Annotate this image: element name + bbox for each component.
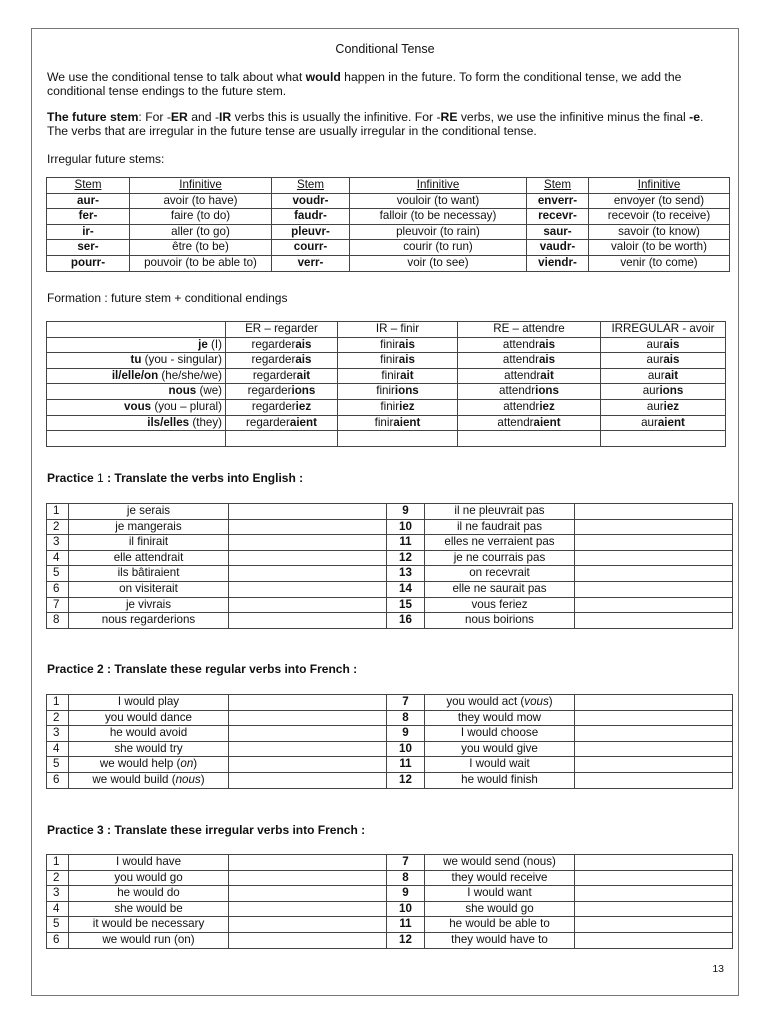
prompt-cell: we would build (nous) (69, 772, 229, 788)
item-number: 12 (387, 932, 425, 948)
prompt-cell: he would avoid (69, 726, 229, 742)
col-header: Stem (527, 178, 589, 194)
prompt-cell: I would choose (425, 726, 575, 742)
prompt-cell: elles ne verraient pas (425, 535, 575, 551)
answer-cell[interactable] (229, 917, 387, 933)
infinitive-cell: pouvoir (to be able to) (130, 255, 272, 271)
infinitive-cell: aller (to go) (130, 224, 272, 240)
pronoun-cell: je (I) (47, 337, 226, 353)
col-header: IR – finir (338, 322, 458, 338)
prompt-cell: she would try (69, 741, 229, 757)
item-number: 2 (47, 870, 69, 886)
table-row: 3 he would avoid 9 I would choose (47, 726, 733, 742)
col-header (47, 322, 226, 338)
answer-cell[interactable] (229, 581, 387, 597)
answer-cell[interactable] (229, 535, 387, 551)
conjugation-cell: finiraient (338, 415, 458, 431)
pronoun-cell: nous (we) (47, 384, 226, 400)
prompt-cell: they would mow (425, 710, 575, 726)
answer-cell[interactable] (575, 550, 733, 566)
table-row: 4 she would try 10 you would give (47, 741, 733, 757)
table-header-row (47, 178, 730, 194)
prompt-cell: they would have to (425, 932, 575, 948)
answer-cell[interactable] (229, 550, 387, 566)
practice1-rows (47, 504, 733, 629)
conjugation-cell: aurais (601, 337, 726, 353)
answer-cell[interactable] (575, 710, 733, 726)
stem-cell: pourr- (47, 255, 130, 271)
col-header: RE – attendre (458, 322, 601, 338)
conjugation-cell: auriez (601, 399, 726, 415)
item-number: 10 (387, 519, 425, 535)
answer-cell[interactable] (575, 613, 733, 629)
stem-cell: recevr- (527, 209, 589, 225)
infinitive-cell: savoir (to know) (589, 224, 730, 240)
answer-cell[interactable] (229, 772, 387, 788)
item-number: 4 (47, 901, 69, 917)
answer-cell[interactable] (575, 519, 733, 535)
table-row (47, 353, 726, 369)
infinitive-cell: avoir (to have) (130, 193, 272, 209)
table-row (47, 384, 726, 400)
col-header: Stem (47, 178, 130, 194)
table-row (47, 581, 733, 597)
answer-cell[interactable] (575, 726, 733, 742)
stem-cell: fer- (47, 209, 130, 225)
conjugation-cell: regarderaient (226, 415, 338, 431)
item-number: 7 (387, 855, 425, 871)
answer-cell[interactable] (229, 566, 387, 582)
answer-cell[interactable] (575, 757, 733, 773)
stem-cell: ser- (47, 240, 130, 256)
conjugation-cell: finirais (338, 337, 458, 353)
pronoun-cell: il/elle/on (he/she/we) (47, 368, 226, 384)
page-title: Conditional Tense (335, 42, 435, 56)
conjugation-cell: regarderions (226, 384, 338, 400)
item-number: 1 (47, 504, 69, 520)
table-row (47, 368, 726, 384)
prompt-cell: we would send (nous) (425, 855, 575, 871)
prompt-cell: you would act (vous) (425, 695, 575, 711)
prompt-cell: I would wait (425, 757, 575, 773)
prompt-cell: I would play (69, 695, 229, 711)
item-number: 8 (47, 613, 69, 629)
conjugation-cell: regarderais (226, 353, 338, 369)
col-header: ER – regarder (226, 322, 338, 338)
col-header: Infinitive (589, 178, 730, 194)
conjugation-cell: finirait (338, 368, 458, 384)
prompt-cell: she would be (69, 901, 229, 917)
item-number: 3 (47, 535, 69, 551)
item-number: 6 (47, 932, 69, 948)
conjugation-cell: aurions (601, 384, 726, 400)
table-row (47, 519, 733, 535)
answer-cell[interactable] (575, 855, 733, 871)
table-row (47, 399, 726, 415)
conjugation-cell: attendrait (458, 368, 601, 384)
conjugation-cell: aurait (601, 368, 726, 384)
intro-paragraph: We use the conditional tense to talk about what would happen in the future. To form the conditional tense, we add the conditional tense endings to the future stem. (47, 70, 682, 98)
answer-cell[interactable] (229, 886, 387, 902)
answer-cell[interactable] (575, 901, 733, 917)
table-row (47, 917, 733, 933)
stem-cell: aur- (47, 193, 130, 209)
worksheet-page (31, 28, 739, 996)
practice3-rows (47, 855, 733, 949)
page-number: 13 (712, 963, 724, 975)
infinitive-cell: vouloir (to want) (350, 193, 527, 209)
prompt-cell: il ne faudrait pas (425, 519, 575, 535)
prompt-cell: je serais (69, 504, 229, 520)
table-row (47, 870, 733, 886)
infinitive-cell: courir (to run) (350, 240, 527, 256)
prompt-cell: he would finish (425, 772, 575, 788)
prompt-cell: he would be able to (425, 917, 575, 933)
prompt-cell: elle attendrait (69, 550, 229, 566)
stem-cell: courr- (272, 240, 350, 256)
prompt-cell: il ne pleuvrait pas (425, 504, 575, 520)
item-number: 13 (387, 566, 425, 582)
prompt-cell: you would go (69, 870, 229, 886)
item-number: 9 (387, 886, 425, 902)
item-number: 4 (47, 550, 69, 566)
col-header: Infinitive (130, 178, 272, 194)
item-number: 16 (387, 613, 425, 629)
practice1-table (46, 503, 733, 629)
prompt-cell: it would be necessary (69, 917, 229, 933)
prompt-cell: je mangerais (69, 519, 229, 535)
table-row: 1 I would play 7 you would act (vous) (47, 695, 733, 711)
answer-cell[interactable] (229, 870, 387, 886)
answer-cell[interactable] (575, 870, 733, 886)
item-number: 9 (387, 504, 425, 520)
stem-cell: pleuvr- (272, 224, 350, 240)
pronoun-cell: vous (you – plural) (47, 399, 226, 415)
stem-cell: vaudr- (527, 240, 589, 256)
pronoun-cell: ils/elles (they) (47, 415, 226, 431)
prompt-cell: we would help (on) (69, 757, 229, 773)
table-row (47, 224, 730, 240)
table-row (47, 337, 726, 353)
formation-heading: Formation : future stem + conditional endings (47, 291, 288, 305)
table-row (47, 209, 730, 225)
answer-cell[interactable] (229, 519, 387, 535)
prompt-cell: you would dance (69, 710, 229, 726)
item-number: 8 (387, 870, 425, 886)
conjugation-cell: attendriez (458, 399, 601, 415)
conjugation-cell: attendraient (458, 415, 601, 431)
table-row (47, 240, 730, 256)
prompt-cell: on visiterait (69, 581, 229, 597)
conjugation-cell: regarderais (226, 337, 338, 353)
item-number: 7 (47, 597, 69, 613)
col-header: Infinitive (350, 178, 527, 194)
prompt-cell: he would do (69, 886, 229, 902)
item-number: 12 (387, 550, 425, 566)
answer-cell[interactable] (575, 535, 733, 551)
answer-cell[interactable] (575, 741, 733, 757)
infinitive-cell: faire (to do) (130, 209, 272, 225)
conjugation-cell: aurais (601, 353, 726, 369)
item-number: 11 (387, 917, 425, 933)
prompt-cell: they would receive (425, 870, 575, 886)
table-header-row (47, 322, 726, 338)
pronoun-cell: tu (you - singular) (47, 353, 226, 369)
infinitive-cell: envoyer (to send) (589, 193, 730, 209)
irregular-stems-table (46, 177, 730, 272)
prompt-cell: I would have (69, 855, 229, 871)
col-header: IRREGULAR - avoir (601, 322, 726, 338)
table-row (47, 504, 733, 520)
table-row (47, 255, 730, 271)
answer-cell[interactable] (229, 901, 387, 917)
item-number: 15 (387, 597, 425, 613)
answer-cell[interactable] (575, 597, 733, 613)
prompt-cell: nous boirions (425, 613, 575, 629)
infinitive-cell: valoir (to be worth) (589, 240, 730, 256)
item-number: 5 (47, 566, 69, 582)
prompt-cell: she would go (425, 901, 575, 917)
table-row (47, 193, 730, 209)
stem-cell: faudr- (272, 209, 350, 225)
conjugation-cell: auraient (601, 415, 726, 431)
practice2-table (46, 694, 733, 789)
stem-cell: viendr- (527, 255, 589, 271)
item-number: 11 (387, 535, 425, 551)
item-number: 2 (47, 519, 69, 535)
prompt-cell: nous regarderions (69, 613, 229, 629)
item-number: 3 (47, 886, 69, 902)
formation-table (46, 321, 726, 447)
answer-cell[interactable] (229, 855, 387, 871)
table-row (47, 415, 726, 431)
stem-cell: saur- (527, 224, 589, 240)
prompt-cell: je vivrais (69, 597, 229, 613)
prompt-cell: ils bâtiraient (69, 566, 229, 582)
conjugation-cell: regarderait (226, 368, 338, 384)
col-header: Stem (272, 178, 350, 194)
answer-cell[interactable] (229, 613, 387, 629)
table-row (47, 431, 726, 447)
answer-cell[interactable] (229, 757, 387, 773)
answer-cell[interactable] (229, 597, 387, 613)
practice3-heading: Practice 3 : Translate these irregular verbs into French : (47, 823, 366, 837)
stem-cell: enverr- (527, 193, 589, 209)
infinitive-cell: recevoir (to receive) (589, 209, 730, 225)
answer-cell[interactable] (575, 772, 733, 788)
answer-cell[interactable] (229, 695, 387, 711)
prompt-cell: I would want (425, 886, 575, 902)
conjugation-cell: finirais (338, 353, 458, 369)
conjugation-cell: finirions (338, 384, 458, 400)
conjugation-cell: finiriez (338, 399, 458, 415)
item-number: 6 (47, 581, 69, 597)
conjugation-cell: attendrions (458, 384, 601, 400)
table-row (47, 901, 733, 917)
answer-cell[interactable] (229, 710, 387, 726)
answer-cell[interactable] (575, 886, 733, 902)
answer-cell[interactable] (575, 917, 733, 933)
answer-cell[interactable] (575, 932, 733, 948)
answer-cell[interactable] (229, 932, 387, 948)
answer-cell[interactable] (575, 504, 733, 520)
prompt-cell: on recevrait (425, 566, 575, 582)
infinitive-cell: falloir (to be necessay) (350, 209, 527, 225)
infinitive-cell: voir (to see) (350, 255, 527, 271)
stem-cell: ir- (47, 224, 130, 240)
table-row (47, 613, 733, 629)
table-row (47, 597, 733, 613)
stem-cell: voudr- (272, 193, 350, 209)
answer-cell[interactable] (229, 741, 387, 757)
conjugation-cell: attendrais (458, 353, 601, 369)
practice3-table (46, 854, 733, 949)
table-row (47, 932, 733, 948)
item-number: 5 (47, 917, 69, 933)
conjugation-cell: regarderiez (226, 399, 338, 415)
table-row (47, 535, 733, 551)
answer-cell[interactable] (575, 566, 733, 582)
prompt-cell: il finirait (69, 535, 229, 551)
infinitive-cell: être (to be) (130, 240, 272, 256)
item-number: 10 (387, 901, 425, 917)
table-row (47, 855, 733, 871)
prompt-cell: elle ne saurait pas (425, 581, 575, 597)
irregular-stems-heading: Irregular future stems: (47, 152, 165, 166)
infinitive-cell: pleuvoir (to rain) (350, 224, 527, 240)
answer-cell[interactable] (575, 695, 733, 711)
answer-cell[interactable] (229, 726, 387, 742)
practice1-heading: Practice 1 : Translate the verbs into English : (47, 471, 304, 485)
table-row: 5 we would help (on) 11 I would wait (47, 757, 733, 773)
table-row (47, 886, 733, 902)
stem-cell: verr- (272, 255, 350, 271)
practice2-heading: Practice 2 : Translate these regular verbs into French : (47, 662, 358, 676)
prompt-cell: vous feriez (425, 597, 575, 613)
item-number: 1 (47, 855, 69, 871)
prompt-cell: we would run (on) (69, 932, 229, 948)
infinitive-cell: venir (to come) (589, 255, 730, 271)
conjugation-cell: attendrais (458, 337, 601, 353)
future-stem-paragraph: The future stem: For -ER and -IR verbs this is usually the infinitive. For -RE verbs, we use the infinitive minus the final -e. The verbs that are irregular in the future tense are usually irregular in the conditional tense. (47, 110, 704, 138)
answer-cell[interactable] (575, 581, 733, 597)
prompt-cell: you would give (425, 741, 575, 757)
table-row (47, 566, 733, 582)
item-number: 14 (387, 581, 425, 597)
table-row: 2 you would dance 8 they would mow (47, 710, 733, 726)
prompt-cell: je ne courrais pas (425, 550, 575, 566)
table-row: 6 we would build (nous) 12 he would finish (47, 772, 733, 788)
table-row (47, 550, 733, 566)
answer-cell[interactable] (229, 504, 387, 520)
